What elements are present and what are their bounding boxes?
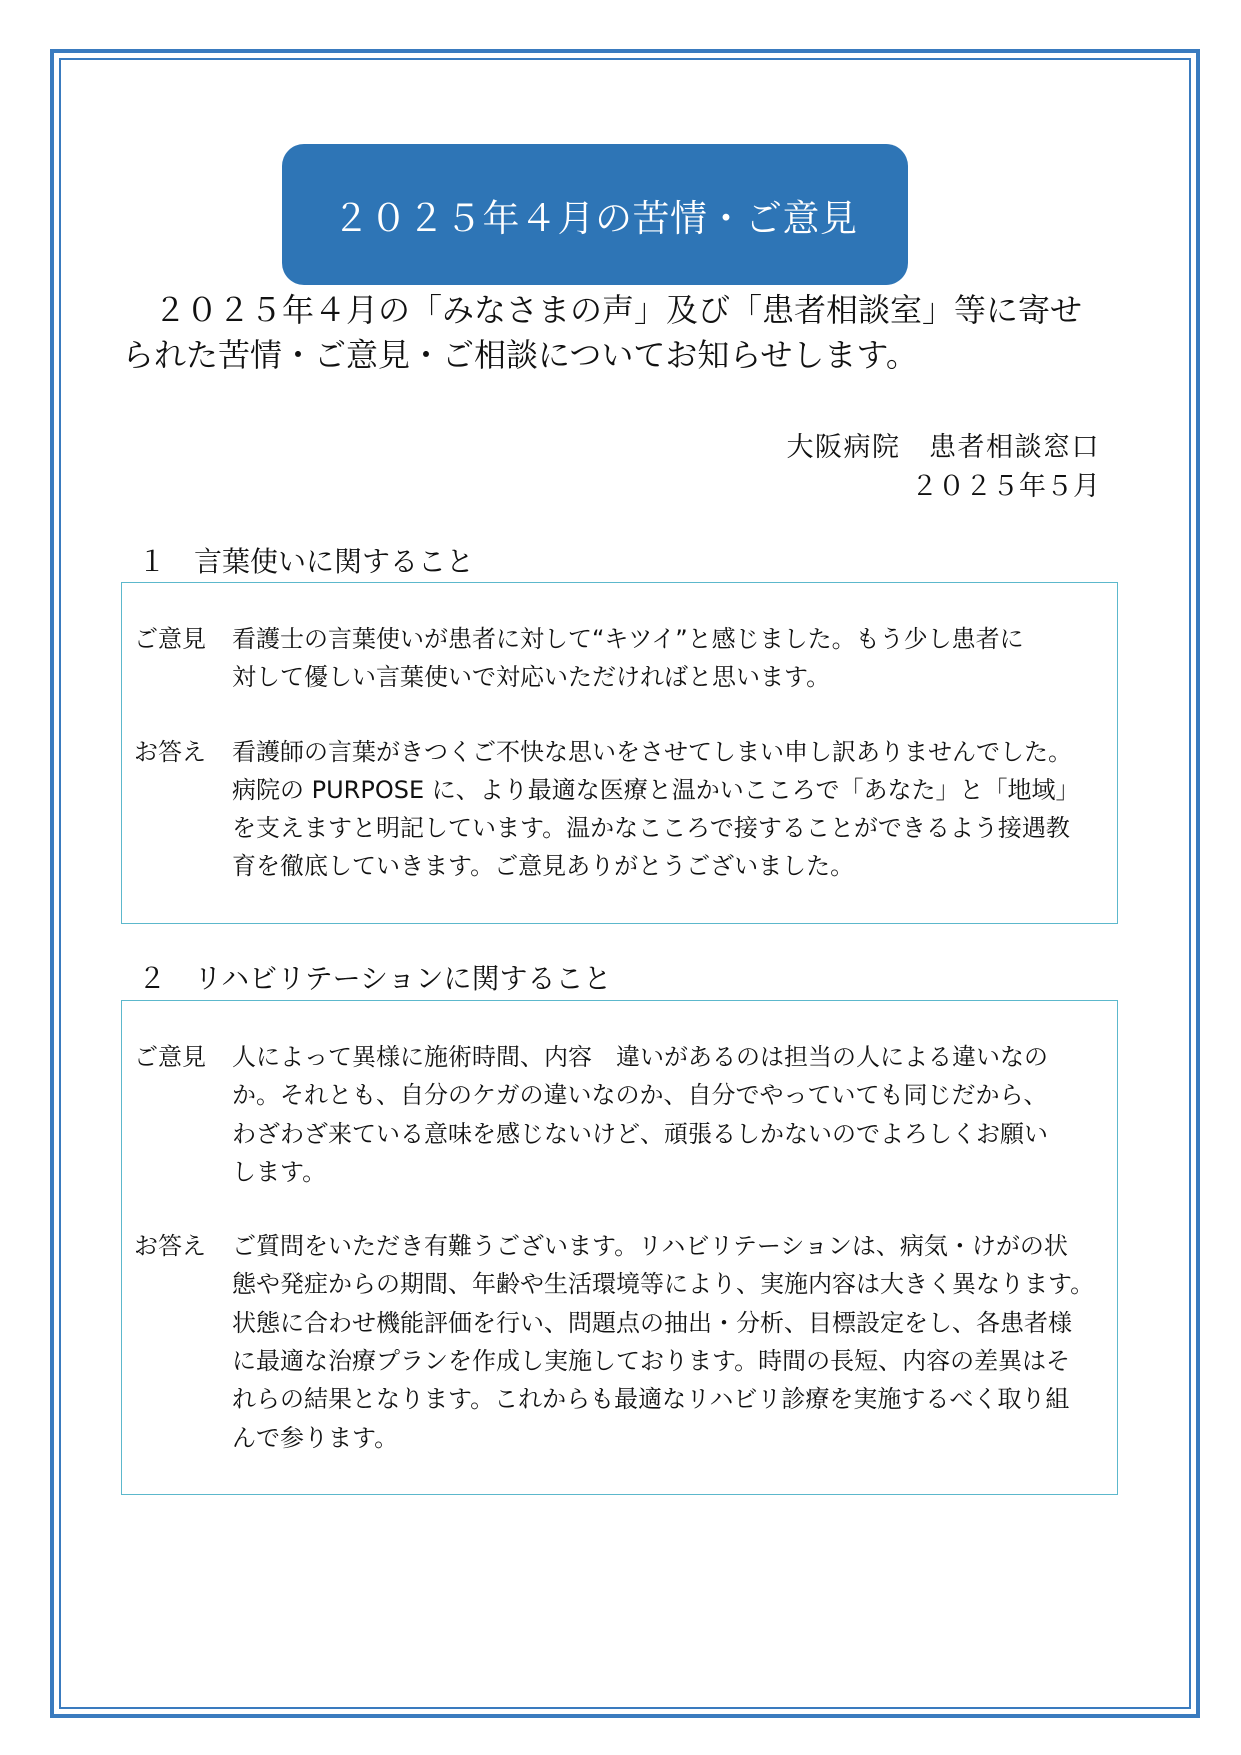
page-title: ２０２５年４月の苦情・ご意見	[332, 196, 858, 240]
text-line: を支えますと明記しています。温かなこころで接することができるよう接遇教	[232, 814, 1070, 843]
opinion-item	[134, 620, 1117, 697]
section-heading-rehabilitation: ２ リハビリテーションに関すること	[138, 962, 612, 995]
answer-text	[232, 1227, 1117, 1457]
opinion-label: ご意見	[134, 625, 206, 653]
text-line: わざわざ来ている意味を感じないけど、頑張るしかないのでよろしくお願い	[232, 1119, 1048, 1148]
text-line: 人によって異様に施術時間、内容 違いがあるのは担当の人による違いなの	[232, 1043, 1048, 1071]
text-line: 育を徹底していきます。ご意見ありがとうございました。	[232, 852, 855, 881]
section-heading-language: １ 言葉使いに関すること	[138, 545, 475, 578]
text-line: か。それとも、自分のケガの違いなのか、自分でやっていても同じだから、	[232, 1081, 1048, 1110]
section-box-language	[121, 582, 1118, 924]
answer-label: お答え	[134, 737, 206, 766]
opinion-text	[232, 1038, 1117, 1191]
answer-item	[134, 733, 1117, 886]
opinion-label: ご意見	[134, 1043, 206, 1071]
section-box-rehabilitation	[121, 1000, 1118, 1495]
signature-organization: 大阪病院 患者相談窓口	[786, 432, 1100, 463]
text-line: 対して優しい言葉使いで対応いただければと思います。	[232, 663, 831, 692]
text-line: 看護師の言葉がきつくご不快な思いをさせてしまい申し訳ありませんでした。	[232, 737, 1072, 766]
text-line: れらの結果となります。これからも最適なリハビリ診療を実施するべく取り組	[232, 1385, 1070, 1414]
opinion-item	[134, 1038, 1117, 1191]
intro-line: ２０２５年４月の「みなさまの声」及び「患者相談室」等に寄せ	[122, 291, 1083, 329]
answer-label: お答え	[134, 1232, 206, 1261]
text-line: に最適な治療プランを作成し実施しております。時間の長短、内容の差異はそ	[232, 1347, 1071, 1376]
signature-block	[787, 428, 1101, 506]
intro-line: られた苦情・ご意見・ご相談についてお知らせします。	[122, 336, 918, 374]
signature-date: ２０２５年５月	[911, 471, 1100, 502]
text-line: します。	[232, 1157, 327, 1186]
intro-paragraph	[122, 288, 1082, 378]
text-line: 状態に合わせ機能評価を行い、問題点の抽出・分析、目標設定をし、各患者様	[232, 1308, 1072, 1337]
text-line: んで参ります。	[232, 1423, 399, 1452]
opinion-text	[232, 620, 1117, 697]
text-line: 看護士の言葉使いが患者に対して“キツイ”と感じました。もう少し患者に	[232, 625, 1024, 653]
text-line: ご質問をいただき有難うございます。リハビリテーションは、病気・けがの状	[232, 1232, 1068, 1261]
title-banner	[282, 144, 908, 285]
answer-text	[232, 733, 1117, 886]
text-line: 病院の PURPOSE に、より最適な医療と温かいこころで「あなた」と「地域」	[232, 775, 1080, 804]
answer-item	[134, 1227, 1117, 1457]
text-line: 態や発症からの期間、年齢や生活環境等により、実施内容は大きく異なります。	[232, 1270, 1095, 1299]
